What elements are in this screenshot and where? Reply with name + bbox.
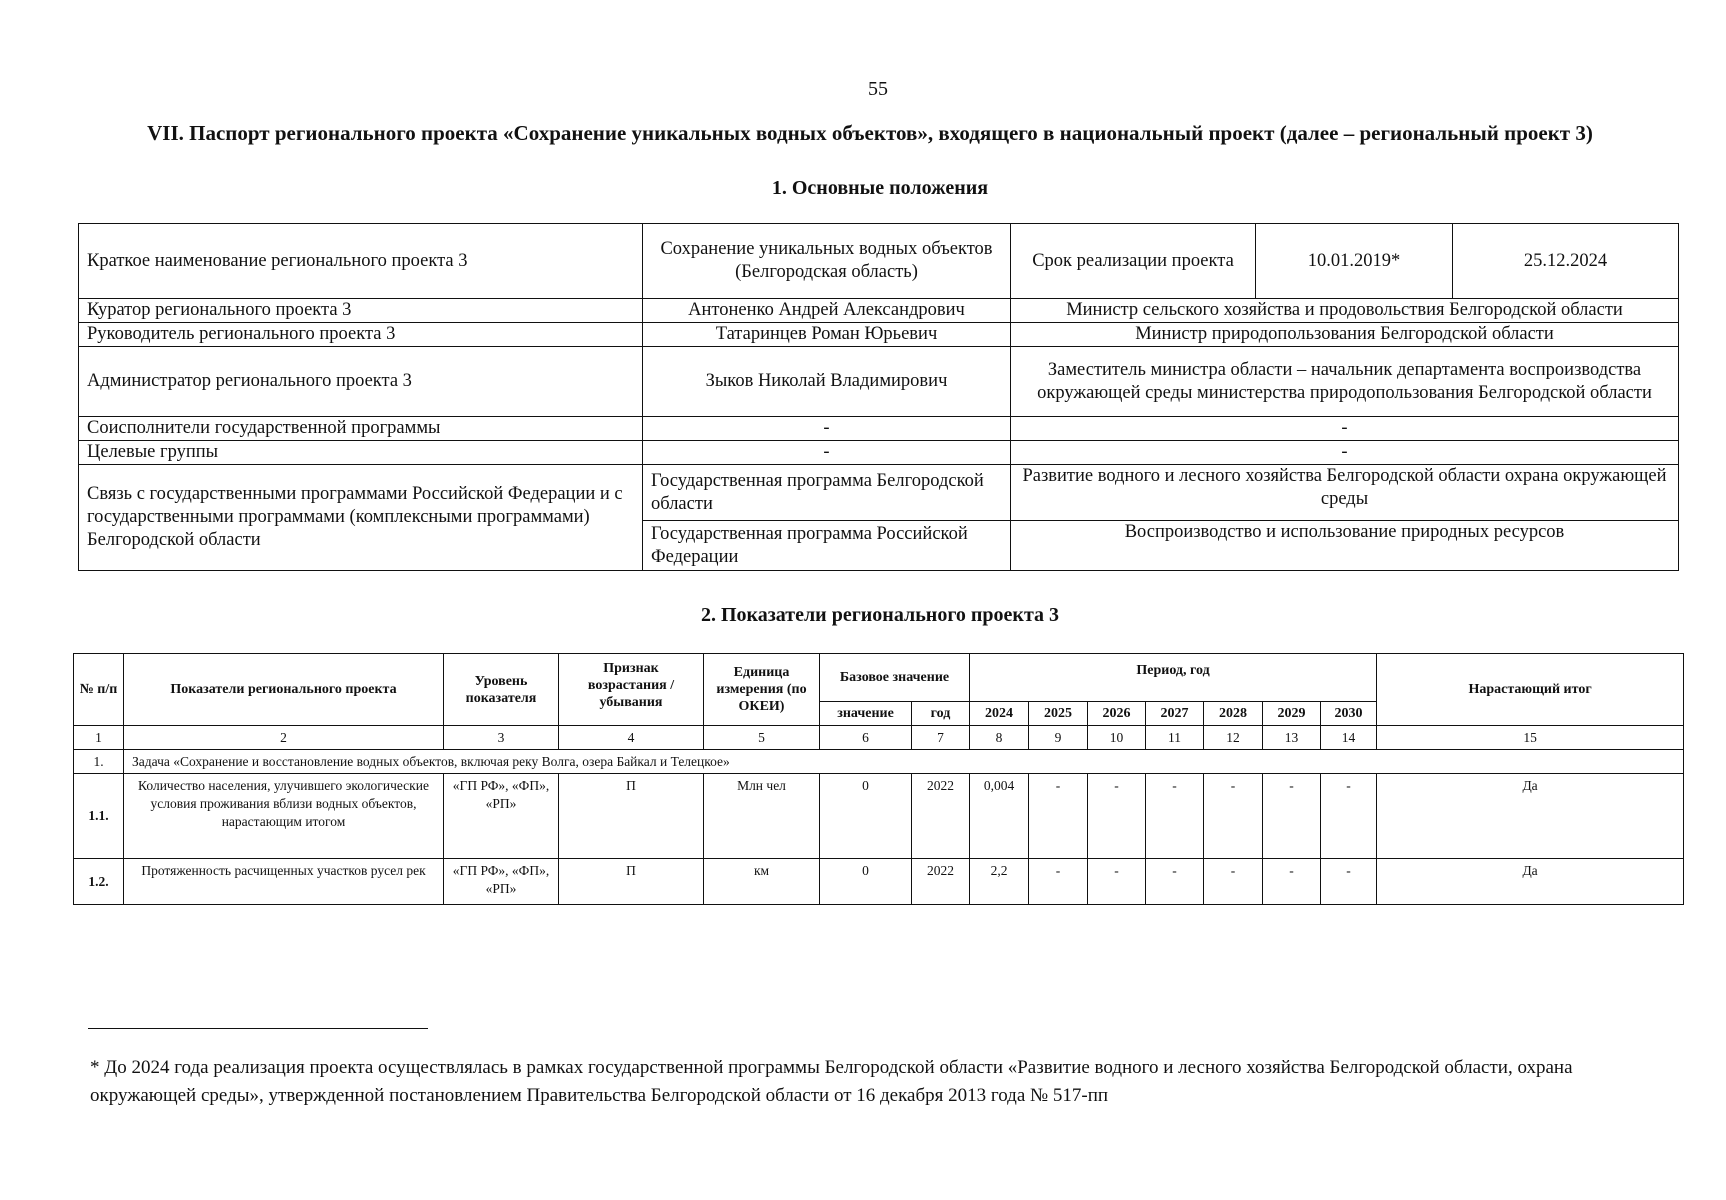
col-cumulative-header: Нарастающий итог: [1377, 654, 1684, 726]
row-unit: Млн чел: [704, 774, 820, 859]
row-level: «ГП РФ», «ФП», «РП»: [444, 859, 559, 905]
column-number: 15: [1377, 726, 1684, 750]
column-number: 5: [704, 726, 820, 750]
row-cumulative: Да: [1377, 774, 1684, 859]
term-start: 10.01.2019*: [1256, 224, 1453, 299]
col-num-header: № п/п: [74, 654, 124, 726]
target-row: [79, 441, 1679, 465]
year-header: 2024: [970, 702, 1029, 726]
curator-post: Министр сельского хозяйства и продовольствия Белгородской области: [1011, 299, 1679, 323]
row-year-value: -: [1263, 859, 1321, 905]
admin-name: Зыков Николай Владимирович: [643, 347, 1011, 417]
head-row: [79, 323, 1679, 347]
year-header: 2030: [1321, 702, 1377, 726]
indicators-table: [73, 653, 1684, 905]
row-year-value: 2,2: [970, 859, 1029, 905]
column-number: 8: [970, 726, 1029, 750]
year-header: 2025: [1029, 702, 1088, 726]
admin-label: Администратор регионального проекта 3: [79, 347, 643, 417]
column-number: 11: [1146, 726, 1204, 750]
row-year-value: -: [1321, 859, 1377, 905]
target-label: Целевые группы: [79, 441, 643, 465]
admin-post: Заместитель министра области – начальник департамента воспроизводства окружающей среды министерства природопользования Белгородской области: [1011, 347, 1679, 417]
column-number: 4: [559, 726, 704, 750]
short-name-row: [79, 224, 1679, 299]
column-number-row: [74, 726, 1684, 750]
row-cumulative: Да: [1377, 859, 1684, 905]
year-header: 2029: [1263, 702, 1321, 726]
row-year-value: -: [1146, 774, 1204, 859]
col-base-year-header: год: [912, 702, 970, 726]
coexec-label: Соисполнители государственной программы: [79, 417, 643, 441]
task-num: 1.: [74, 750, 124, 774]
short-name-value: Сохранение уникальных водных объектов (Белгородская область): [643, 224, 1011, 299]
link-federal-value: Воспроизводство и использование природных ресурсов: [1011, 521, 1679, 571]
row-indicator: Количество населения, улучившего экологические условия проживания вблизи водных объектов, нарастающим итогом: [124, 774, 444, 859]
col-unit-header: Единица измерения (по ОКЕИ): [704, 654, 820, 726]
column-number: 2: [124, 726, 444, 750]
year-header: 2027: [1146, 702, 1204, 726]
coexec-row: [79, 417, 1679, 441]
column-number: 7: [912, 726, 970, 750]
row-base-value: 0: [820, 774, 912, 859]
column-number: 1: [74, 726, 124, 750]
row-year-value: -: [1146, 859, 1204, 905]
row-year-value: -: [1029, 774, 1088, 859]
col-sign-header: Признак возрастания / убывания: [559, 654, 704, 726]
curator-label: Куратор регионального проекта 3: [79, 299, 643, 323]
admin-row: [79, 347, 1679, 417]
row-year-value: -: [1088, 859, 1146, 905]
row-year-value: -: [1321, 774, 1377, 859]
link-regional-value: Развитие водного и лесного хозяйства Белгородской области охрана окружающей среды: [1011, 465, 1679, 521]
task-text: Задача «Сохранение и восстановление водных объектов, включая реку Волга, озера Байкал и Телецкое»: [124, 750, 1684, 774]
row-base-year: 2022: [912, 774, 970, 859]
row-indicator: Протяженность расчищенных участков русел рек: [124, 859, 444, 905]
row-year-value: -: [1204, 859, 1263, 905]
column-number: 9: [1029, 726, 1088, 750]
section-2-title: 2. Показатели регионального проекта 3: [700, 604, 1060, 626]
column-number: 3: [444, 726, 559, 750]
column-number: 12: [1204, 726, 1263, 750]
coexec-value: -: [643, 417, 1011, 441]
link-federal-label: Государственная программа Российской Федерации: [643, 521, 1011, 571]
head-label: Руководитель регионального проекта 3: [79, 323, 643, 347]
col-level-header: Уровень показателя: [444, 654, 559, 726]
short-name-label: Краткое наименование регионального проекта 3: [79, 224, 643, 299]
column-number: 10: [1088, 726, 1146, 750]
row-year-value: -: [1088, 774, 1146, 859]
footnote: * До 2024 года реализация проекта осуществлялась в рамках государственной программы Белгородской области «Развитие водного и лесного хозяйства Белгородской области, охрана окружающей среды», утвержденной постановлением Правительства Белгородской области от 16 декабря 2013 года № 517-пп: [90, 1057, 1573, 1106]
col-base-value-header: значение: [820, 702, 912, 726]
head-post: Министр природопользования Белгородской области: [1011, 323, 1679, 347]
row-unit: км: [704, 859, 820, 905]
column-number: 6: [820, 726, 912, 750]
year-header: 2026: [1088, 702, 1146, 726]
target-value-2: -: [1011, 441, 1679, 465]
term-label: Срок реализации проекта: [1011, 224, 1256, 299]
row-year-value: -: [1263, 774, 1321, 859]
row-year-value: -: [1204, 774, 1263, 859]
document-title: VII. Паспорт регионального проекта «Сохранение уникальных водных объектов», входящего в национальный проект (далее – региональный проект 3): [147, 121, 1593, 145]
curator-row: [79, 299, 1679, 323]
coexec-value-2: -: [1011, 417, 1679, 441]
col-indicator-header: Показатели регионального проекта: [124, 654, 444, 726]
row-base-year: 2022: [912, 859, 970, 905]
head-name: Татаринцев Роман Юрьевич: [643, 323, 1011, 347]
task-row: [74, 750, 1684, 774]
curator-name: Антоненко Андрей Александрович: [643, 299, 1011, 323]
target-value: -: [643, 441, 1011, 465]
column-number: 14: [1321, 726, 1377, 750]
link-regional-row: [79, 465, 1679, 521]
row-num: 1.1.: [74, 774, 124, 859]
footnote-rule: [88, 1028, 428, 1029]
link-label: Связь с государственными программами Российской Федерации и с государственными программами (комплексными программами) Белгородской области: [79, 465, 643, 571]
row-sign: П: [559, 859, 704, 905]
row-base-value: 0: [820, 859, 912, 905]
basic-provisions-table: [78, 223, 1679, 571]
page-number: 55: [868, 78, 888, 100]
row-level: «ГП РФ», «ФП», «РП»: [444, 774, 559, 859]
table-row: [74, 774, 1684, 859]
row-year-value: -: [1029, 859, 1088, 905]
header-row-1: [74, 654, 1684, 702]
row-sign: П: [559, 774, 704, 859]
row-year-value: 0,004: [970, 774, 1029, 859]
section-1-title: 1. Основные положения: [771, 177, 989, 199]
year-header: 2028: [1204, 702, 1263, 726]
link-regional-label: Государственная программа Белгородской области: [643, 465, 1011, 521]
col-base-header: Базовое значение: [820, 654, 970, 702]
column-number: 13: [1263, 726, 1321, 750]
row-num: 1.2.: [74, 859, 124, 905]
table-row: [74, 859, 1684, 905]
col-period-header: Период, год: [970, 654, 1377, 702]
term-end: 25.12.2024: [1453, 224, 1679, 299]
